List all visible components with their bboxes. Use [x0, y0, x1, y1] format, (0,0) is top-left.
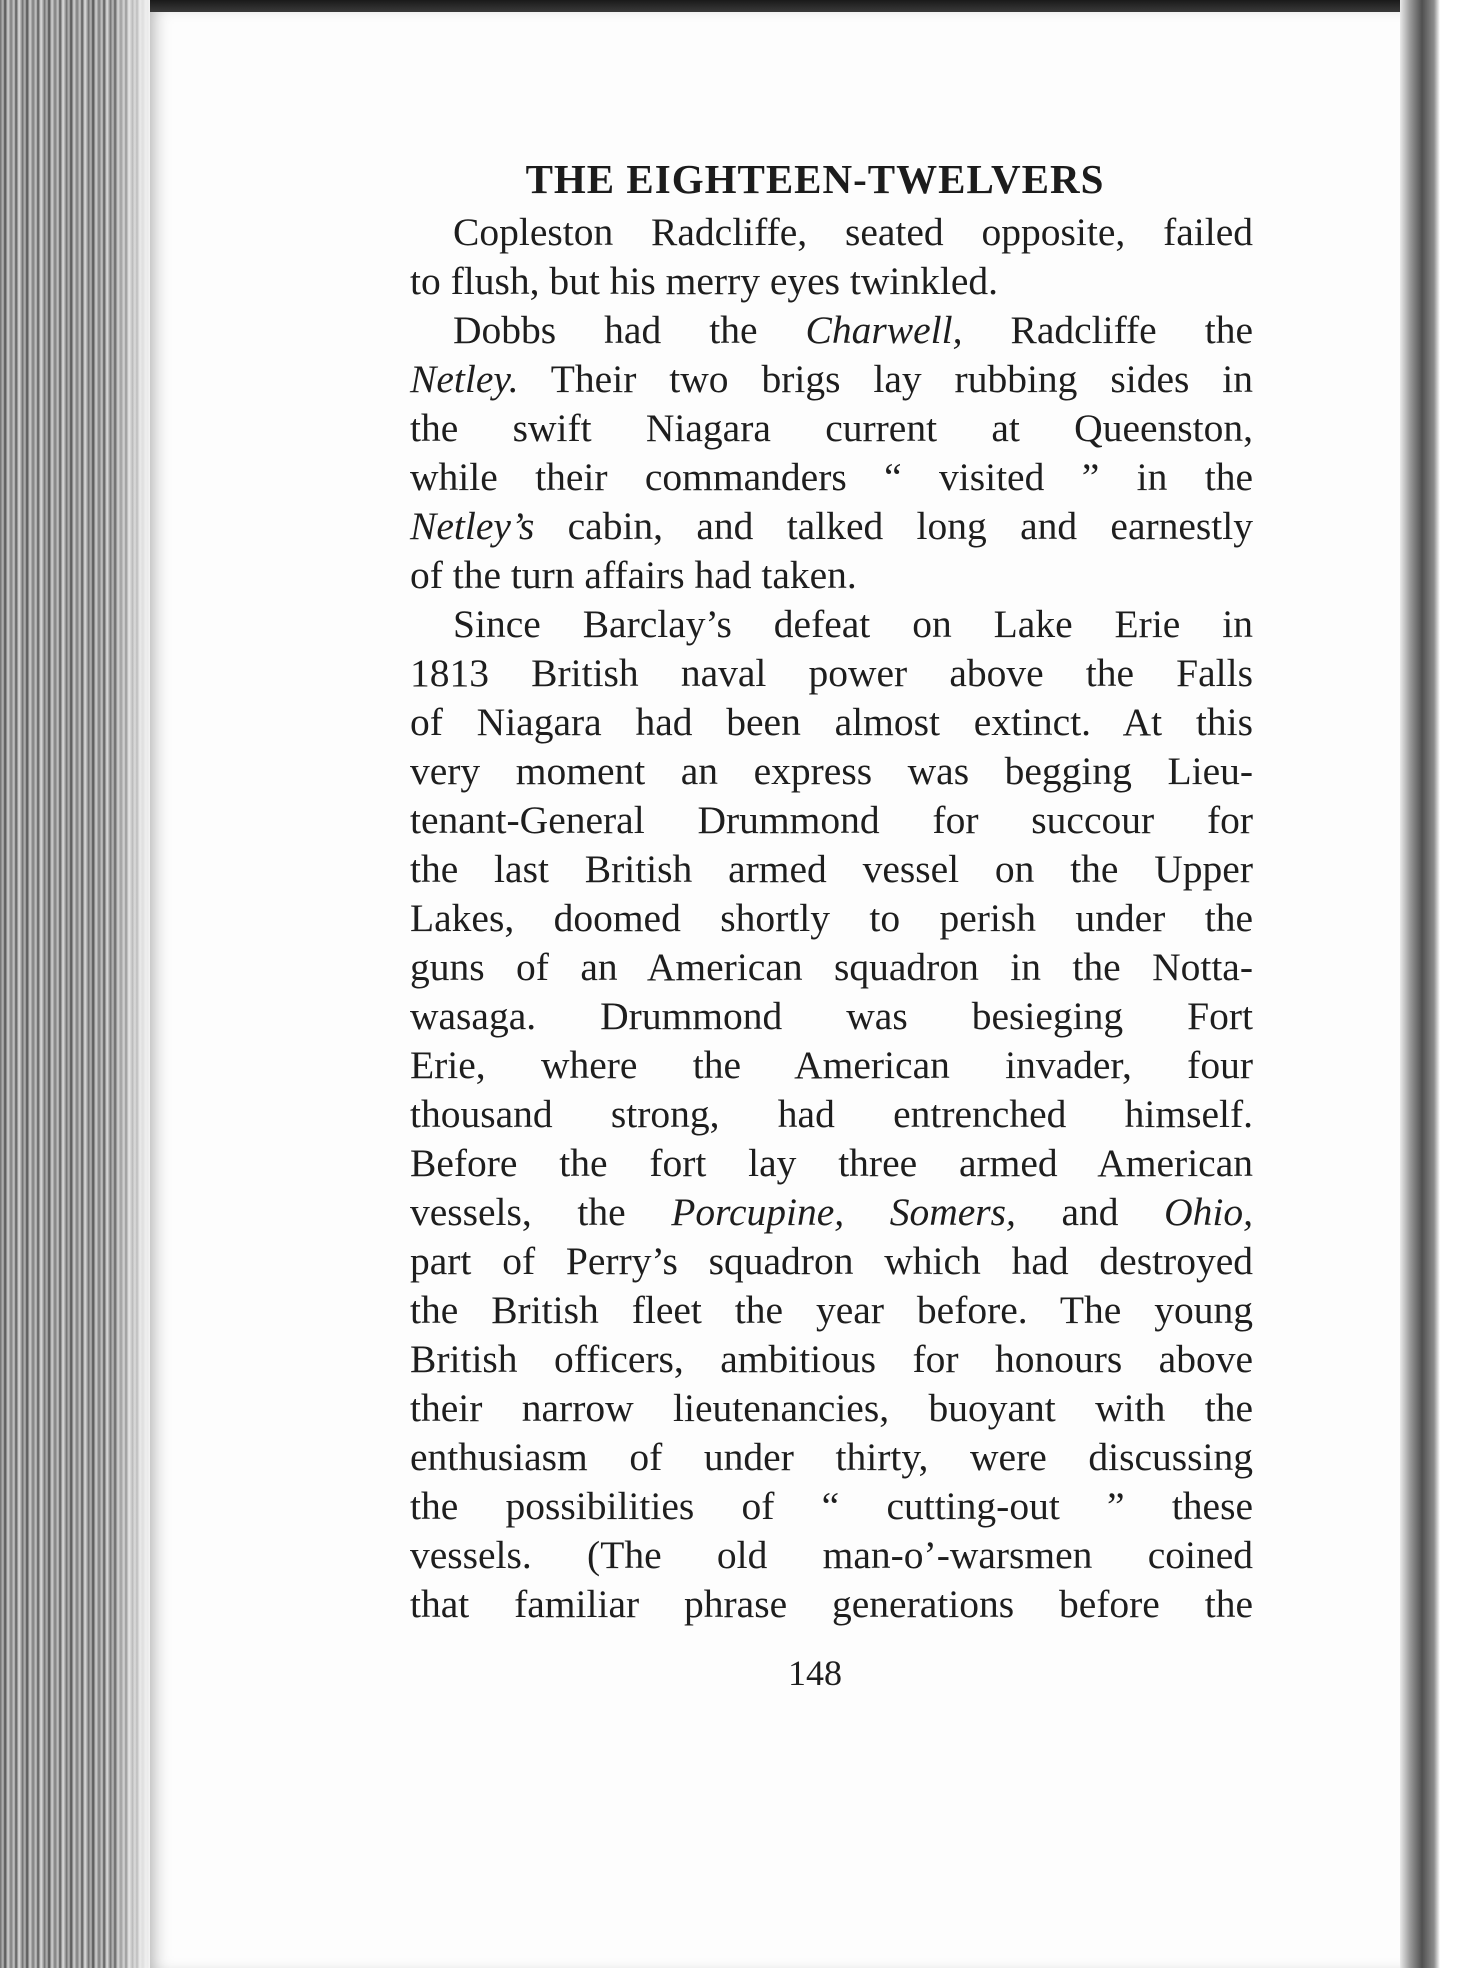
text-line	[410, 502, 1253, 551]
text-segment: vessels. (The old man-o’-warsmen coined	[410, 1533, 1253, 1577]
text-line	[410, 1286, 1253, 1335]
text-segment: Before the fort lay three armed American	[410, 1141, 1253, 1185]
text-line	[410, 649, 1253, 698]
text-line	[410, 894, 1253, 943]
text-segment: and	[1015, 1190, 1165, 1234]
text-line	[410, 257, 1253, 306]
text-line	[410, 796, 1253, 845]
text-segment: Erie, where the American invader, four	[410, 1043, 1253, 1087]
page-number: 148	[788, 1653, 842, 1693]
text-line	[410, 943, 1253, 992]
italic-text: Netley.	[410, 357, 519, 401]
text-segment: while their commanders “ visited ” in the	[410, 455, 1253, 499]
italic-text: Charwell,	[805, 308, 963, 352]
text-segment: part of Perry’s squadron which had destroyed	[410, 1239, 1253, 1283]
text-segment: 1813 British naval power above the Falls	[410, 651, 1253, 695]
text-line	[410, 306, 1253, 355]
text-segment: of Niagara had been almost extinct. At this	[410, 700, 1253, 744]
text-line	[410, 1237, 1253, 1286]
text-line	[410, 1335, 1253, 1384]
text-line	[410, 551, 1253, 600]
text-line	[410, 747, 1253, 796]
text-line	[410, 992, 1253, 1041]
italic-text: Netley’s	[410, 504, 535, 548]
text-segment: the last British armed vessel on the Upper	[410, 847, 1253, 891]
text-line	[410, 1580, 1253, 1629]
text-segment: Dobbs had the	[453, 308, 806, 352]
body-text	[410, 208, 1253, 1629]
text-line	[410, 1188, 1253, 1237]
text-segment: that familiar phrase generations before the	[410, 1582, 1253, 1626]
text-segment: their narrow lieutenancies, buoyant with the	[410, 1386, 1253, 1430]
text-line	[410, 600, 1253, 649]
text-segment: cabin, and talked long and earnestly	[534, 504, 1253, 548]
text-segment: Radcliffe the	[962, 308, 1254, 352]
scan-top-shadow	[0, 0, 1480, 12]
text-line	[410, 404, 1253, 453]
text-segment: Lakes, doomed shortly to perish under the	[410, 896, 1253, 940]
text-line	[410, 1384, 1253, 1433]
text-line	[410, 453, 1253, 502]
text-segment: British officers, ambitious for honours above	[410, 1337, 1253, 1381]
text-line	[410, 1531, 1253, 1580]
text-line	[410, 1482, 1253, 1531]
book-page-edge-right	[1400, 0, 1480, 1968]
text-segment: the British fleet the year before. The young	[410, 1288, 1253, 1332]
text-line	[410, 1090, 1253, 1139]
text-line	[410, 208, 1253, 257]
text-segment: of the turn affairs had taken.	[410, 553, 857, 597]
text-segment: the swift Niagara current at Queenston,	[410, 406, 1253, 450]
italic-text: Ohio,	[1164, 1190, 1253, 1234]
text-segment: vessels, the	[410, 1190, 672, 1234]
text-line	[410, 1139, 1253, 1188]
text-segment: tenant-General Drummond for succour for	[410, 798, 1253, 842]
text-line	[410, 1433, 1253, 1482]
text-line	[410, 1041, 1253, 1090]
book-page-edges-left	[0, 0, 150, 1968]
text-segment: thousand strong, had entrenched himself.	[410, 1092, 1253, 1136]
text-segment: Copleston Radcliffe, seated opposite, failed	[453, 210, 1253, 254]
italic-text: Porcupine, Somers,	[671, 1190, 1016, 1234]
text-segment: the possibilities of “ cutting-out ” these	[410, 1484, 1253, 1528]
text-segment: enthusiasm of under thirty, were discussing	[410, 1435, 1253, 1479]
text-line	[410, 845, 1253, 894]
text-segment: guns of an American squadron in the Notta-	[410, 945, 1253, 989]
text-line	[410, 698, 1253, 747]
text-line	[410, 355, 1253, 404]
running-head: THE EIGHTEEN-TWELVERS	[525, 156, 1105, 202]
text-segment: Their two brigs lay rubbing sides in	[518, 357, 1253, 401]
text-segment: very moment an express was begging Lieu-	[410, 749, 1253, 793]
text-segment: to flush, but his merry eyes twinkled.	[410, 259, 999, 303]
text-segment: Since Barclay’s defeat on Lake Erie in	[453, 602, 1253, 646]
text-segment: wasaga. Drummond was besieging Fort	[410, 994, 1253, 1038]
